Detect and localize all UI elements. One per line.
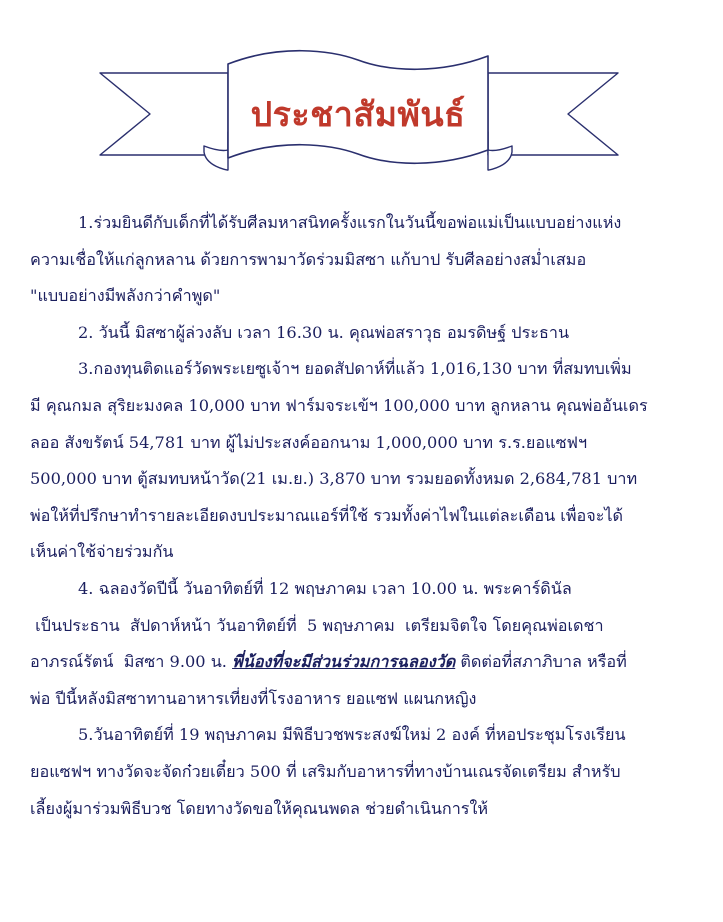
announcement-text: อาภรณ์รัตน์ มิสซา 9.00 น. xyxy=(30,652,233,672)
announcement-item-2 xyxy=(30,315,698,352)
announcement-list xyxy=(30,205,698,827)
announcement-item-4 xyxy=(30,571,698,717)
announcement-line: พ่อให้ที่ปรึกษาทำรายละเอียดงบประมาณแอร์ที่ใช้ รวมทั้งค่าไฟในแต่ละเดือน เพื่อจะได้ xyxy=(30,505,624,525)
announcement-line: ความเชื่อให้แก่ลูกหลาน ด้วยการพามาวัดร่วมมิสซา แก้บาป รับศีลอย่างสม่ำเสมอ xyxy=(30,249,587,269)
announcement-line: 3.กองทุนติดแอร์วัดพระเยซูเจ้าฯ ยอดสัปดาห์ที่แล้ว 1,016,130 บาท ที่สมทบเพิ่ม xyxy=(78,359,632,379)
announcement-item-3 xyxy=(30,351,698,571)
announcement-line: 5.วันอาทิตย์ที่ 19 พฤษภาคม มีพิธีบวชพระสงฆ์ใหม่ 2 องค์ ที่หอประชุมโรงเรียน xyxy=(78,725,626,745)
announcement-line: ลออ สังขรัตน์ 54,781 บาท ผู้ไม่ประสงค์ออกนาม 1,000,000 บาท ร.ร.ยอแซฟฯ xyxy=(30,432,588,452)
announcement-item-1 xyxy=(30,205,698,315)
announcement-line: ยอแซฟฯ ทางวัดจะจัดก๋วยเตี๋ยว 500 ที่ เสริมกับอาหารที่ทางบ้านเณรจัดเตรียม สำหรับ xyxy=(30,761,621,781)
emphasized-text: พี่น้องที่จะมีส่วนร่วมการฉลองวัด xyxy=(232,652,456,672)
page-title: ประชาสัมพันธ์ xyxy=(250,95,466,135)
announcement-line: เลี้ยงผู้มาร่วมพิธีบวช โดยทางวัดขอให้คุณนพดล ช่วยดำเนินการให้ xyxy=(30,798,489,818)
ribbon-left-tail xyxy=(100,73,228,155)
announcement-item-5 xyxy=(30,717,698,827)
announcement-line: 4. ฉลองวัดปีนี้ วันอาทิตย์ที่ 12 พฤษภาคม เวลา 10.00 น. พระคาร์ดินัล xyxy=(78,578,572,598)
ribbon-right-tail xyxy=(488,73,618,155)
announcement-line: 500,000 บาท ตู้สมทบหน้าวัด(21 เม.ย.) 3,870 บาท รวมยอดทั้งหมด 2,684,781 บาท xyxy=(30,469,638,489)
announcement-text: ติดต่อที่สภาภิบาล หรือที่ xyxy=(455,652,627,672)
announcement-line: 2. วันนี้ มิสซาผู้ล่วงลับ เวลา 16.30 น. คุณพ่อสราวุธ อมรดิษฐ์ ประธาน xyxy=(78,322,570,342)
announcement-line: 1.ร่วมยินดีกับเด็กที่ได้รับศีลมหาสนิทครั้งแรกในวันนี้ขอพ่อแม่เป็นแบบอย่างแห่ง xyxy=(78,213,622,232)
announcement-line: มี คุณกมล สุริยะมงคล 10,000 บาท ฟาร์มจระเข้ฯ 100,000 บาท ลูกหลาน คุณพ่ออันเดร xyxy=(30,395,648,415)
announcement-line: "แบบอย่างมีพลังกว่าคำพูด" xyxy=(30,286,221,306)
announcement-line xyxy=(30,644,698,681)
announcement-line: เห็นค่าใช้จ่ายร่วมกัน xyxy=(30,542,174,562)
announcement-line: พ่อ ปีนี้หลังมิสซาทานอาหารเที่ยงที่โรงอาหาร ยอแซฟ แผนกหญิง xyxy=(30,688,477,708)
announcement-line: เป็นประธาน สัปดาห์หน้า วันอาทิตย์ที่ 5 พฤษภาคม เตรียมจิตใจ โดยคุณพ่อเดชา xyxy=(30,615,604,635)
